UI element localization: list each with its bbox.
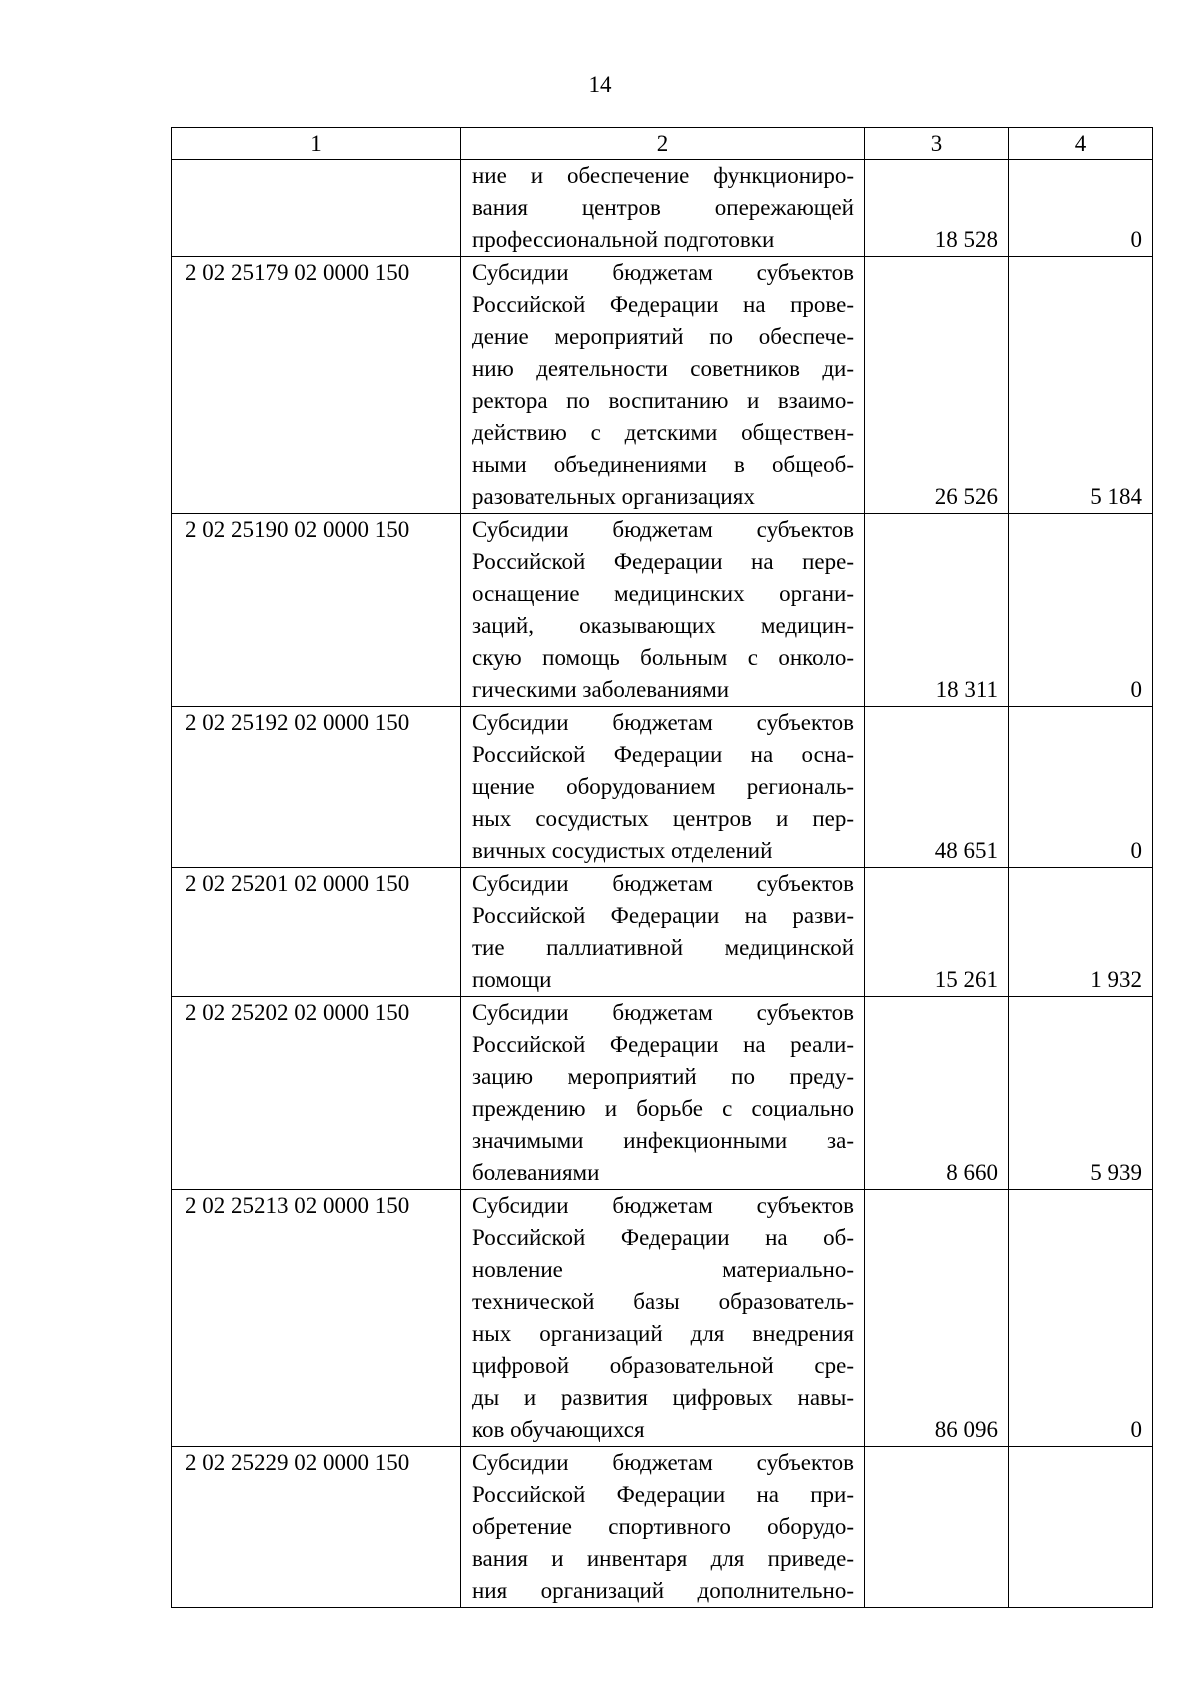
column-4-value-cell: 5 939 [1009,997,1153,1190]
budget-table [171,127,1153,1608]
column-header-2: 2 [461,128,865,160]
description-line: Субсидии бюджетам субъектов [472,1000,854,1025]
description-line: гическими заболеваниями [472,677,730,702]
description-line: ректора по воспитанию и взаимо- [472,388,854,413]
column-header-4: 4 [1009,128,1153,160]
column-3-value-cell [865,1447,1009,1608]
description-line: значимыми инфекционными за- [472,1128,854,1153]
description-line: преждению и борьбе с социально [472,1096,854,1121]
description-line: тие паллиативной медицинской [472,935,854,960]
description-line: ными объединениями в общеоб- [472,452,854,477]
budget-code-cell: 2 02 25201 02 0000 150 [172,868,461,997]
column-header-3: 3 [865,128,1009,160]
column-4-value-cell: 1 932 [1009,868,1153,997]
description-line: ние и обеспечение функциониро- [472,163,854,188]
description-line: ды и развития цифровых навы- [472,1385,854,1410]
budget-code-cell: 2 02 25192 02 0000 150 [172,707,461,868]
column-4-value-cell: 5 184 [1009,257,1153,514]
table-row [172,997,1153,1190]
table-header-row [172,128,1153,160]
table-row [172,868,1153,997]
description-cell [461,868,865,997]
column-3-value-cell: 18 528 [865,160,1009,257]
description-cell [461,1447,865,1608]
budget-code-cell: 2 02 25213 02 0000 150 [172,1190,461,1447]
description-cell [461,997,865,1190]
budget-code-cell: 2 02 25202 02 0000 150 [172,997,461,1190]
budget-code-cell: 2 02 25229 02 0000 150 [172,1447,461,1608]
description-line: технической базы образователь- [472,1289,854,1314]
description-line: действию с детскими обществен- [472,420,854,445]
description-cell [461,160,865,257]
budget-code-cell [172,160,461,257]
description-line: болеваниями [472,1160,600,1185]
description-line: Российской Федерации на осна- [472,742,854,767]
table-row [172,514,1153,707]
description-line: скую помощь больным с онколо- [472,645,854,670]
description-line: помощи [472,967,552,992]
table-row [172,1190,1153,1447]
description-line: дение мероприятий по обеспече- [472,324,854,349]
description-line: новление материально- [472,1257,854,1282]
description-line: ных организаций для внедрения [472,1321,854,1346]
description-line: Российской Федерации на реали- [472,1032,854,1057]
column-4-value-cell: 0 [1009,707,1153,868]
description-line: Российской Федерации на прове- [472,292,854,317]
description-line: Субсидии бюджетам субъектов [472,517,854,542]
description-line: Российской Федерации на при- [472,1482,854,1507]
column-4-value-cell: 0 [1009,514,1153,707]
description-line: ков обучающихся [472,1417,645,1442]
description-line: цифровой образовательной сре- [472,1353,854,1378]
description-line: нию деятельности советников ди- [472,356,854,381]
page-number: 14 [588,72,612,97]
description-line: заций, оказывающих медицин- [472,613,854,638]
description-line: Российской Федерации на разви- [472,903,854,928]
table-row [172,1447,1153,1608]
column-4-value-cell: 0 [1009,1190,1153,1447]
description-line: профессиональной подготовки [472,227,775,252]
description-line: оснащение медицинских органи- [472,581,854,606]
table-row [172,707,1153,868]
description-line: Российской Федерации на пере- [472,549,854,574]
description-line: щение оборудованием региональ- [472,774,854,799]
table-body [172,160,1153,1608]
column-4-value-cell: 0 [1009,160,1153,257]
table-row [172,257,1153,514]
description-line: зацию мероприятий по преду- [472,1064,854,1089]
description-line: ния организаций дополнительно- [472,1578,854,1603]
description-cell [461,514,865,707]
description-line: разовательных организациях [472,484,755,509]
column-3-value-cell: 8 660 [865,997,1009,1190]
budget-code-cell: 2 02 25190 02 0000 150 [172,514,461,707]
table-row [172,160,1153,257]
description-line: Российской Федерации на об- [472,1225,854,1250]
description-line: Субсидии бюджетам субъектов [472,871,854,896]
description-line: вания и инвентаря для приведе- [472,1546,854,1571]
description-cell [461,707,865,868]
column-3-value-cell: 15 261 [865,868,1009,997]
description-line: обретение спортивного оборудо- [472,1514,854,1539]
budget-code-cell: 2 02 25179 02 0000 150 [172,257,461,514]
description-cell [461,1190,865,1447]
column-3-value-cell: 26 526 [865,257,1009,514]
description-cell [461,257,865,514]
column-3-value-cell: 18 311 [865,514,1009,707]
description-line: Субсидии бюджетам субъектов [472,260,854,285]
column-3-value-cell: 86 096 [865,1190,1009,1447]
column-3-value-cell: 48 651 [865,707,1009,868]
description-line: Субсидии бюджетам субъектов [472,1193,854,1218]
column-header-1: 1 [172,128,461,160]
description-line: ных сосудистых центров и пер- [472,806,854,831]
description-line: Субсидии бюджетам субъектов [472,710,854,735]
column-4-value-cell [1009,1447,1153,1608]
description-line: Субсидии бюджетам субъектов [472,1450,854,1475]
description-line: вичных сосудистых отделений [472,838,773,863]
description-line: вания центров опережающей [472,195,854,220]
